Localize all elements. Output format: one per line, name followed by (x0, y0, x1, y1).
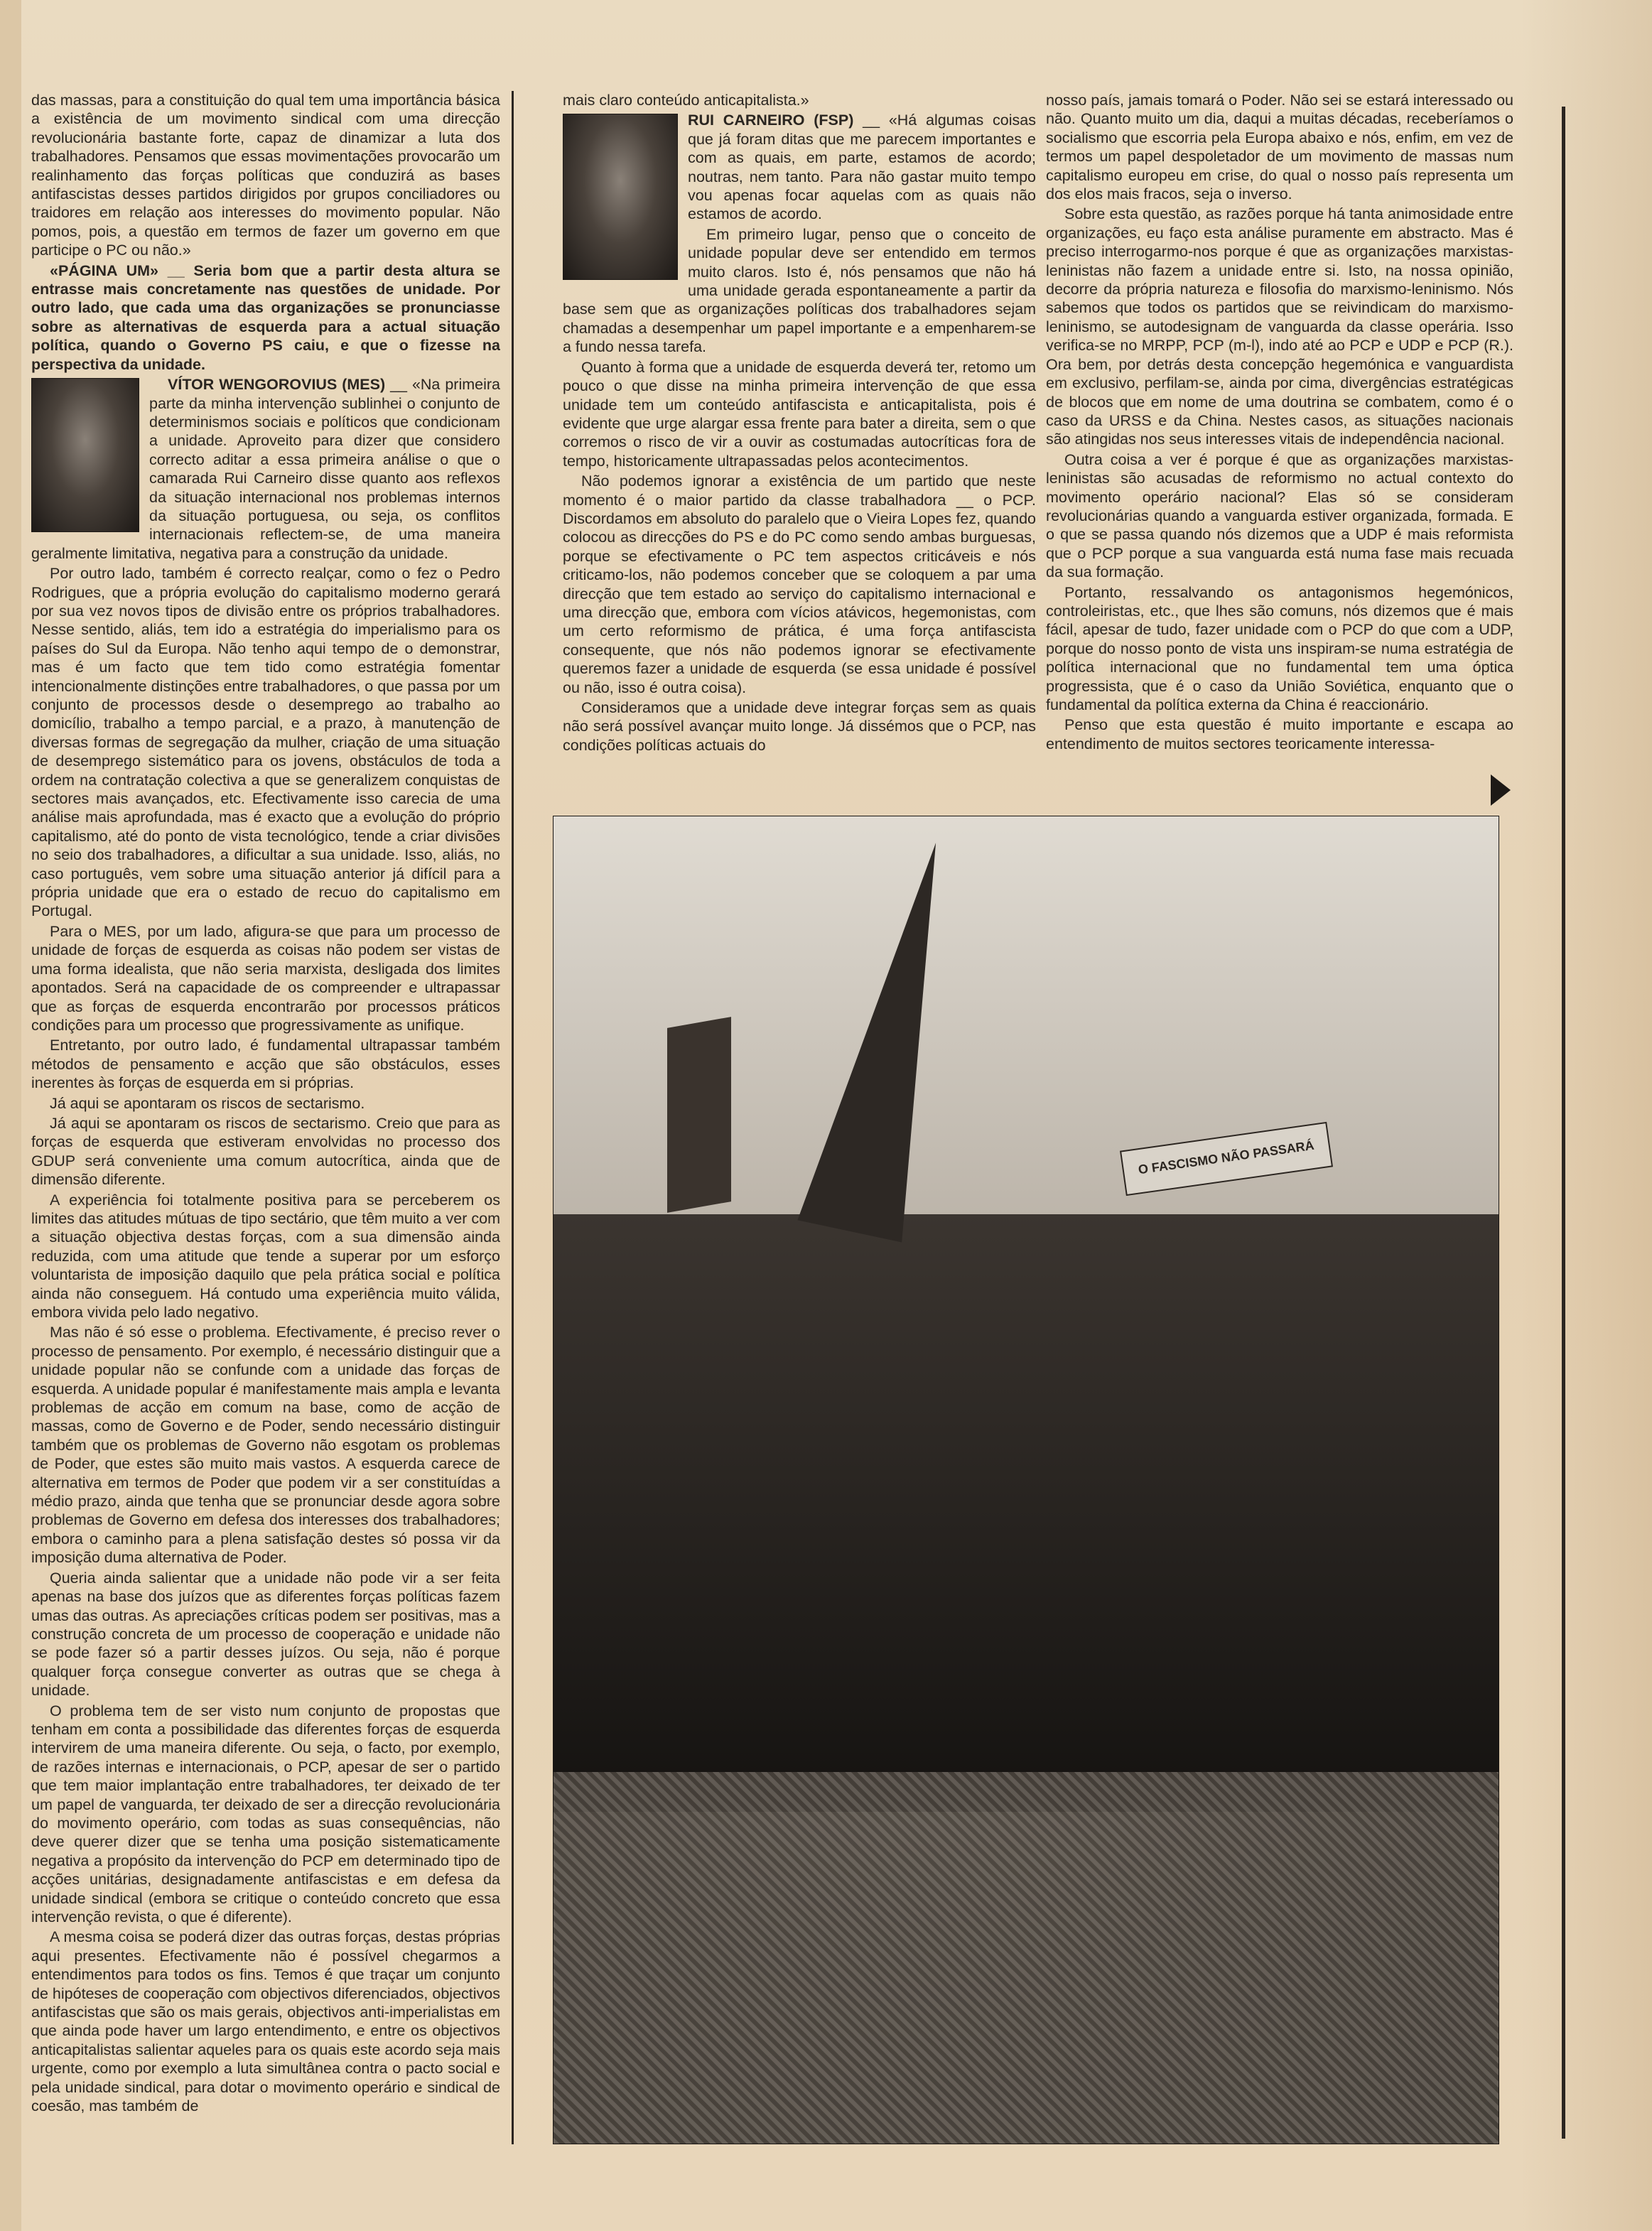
paragraph: Penso que esta questão é muito importante e escapa ao entendimento de muitos sectores teoricamente interessa- (1046, 716, 1513, 752)
paragraph: Sobre esta questão, as razões porque há tanta animosidade entre organizações, eu faço esta análise puramente em abstracto. Mas é preciso interrogarmo-nos porque é que as organizações marxistas-leninistas não fazem a unidade entre si. Isto, na nossa opinião, decorre da própria natureza e filosofia do marxismo-leninismo. Nós sabemos que todos os partidos que se reivindicam do marxismo-leninismo, se autodesignam de vanguarda da classe operária. Isso verifica-se no MRPP, PCP (m-l), indo até ao PCP e UDP e PCP (R.). Ora bem, por detrás desta concepção hegemónica e vanguardista em exclusivo, perfilam-se, ainda por cima, divergências estratégicas de blocos que em nome de uma doutrina se combatem, como é o caso da URSS e da China. Nestes casos, as situações nacionais são atingidas nos seus interesses vitais de independência nacional. (1046, 205, 1513, 448)
paragraph: das massas, para a constituição do qual tem uma importância básica a existência de um movimento sindical com uma direcção revolucionária bastante forte, capaz de dinamizar a luta dos trabalhadores. Pensamos que essas movimentações provocarão um realinhamento das forças políticas que conduzirá as bases antifascistas desses partidos dirigidos por grupos conciliadores ou traidores em relação aos interesses do movimento popular. Não pomos, pois, a questão em termos de fazer um governo em que participe o PC ou não.» (31, 92, 500, 259)
paragraph: Em primeiro lugar, penso que o conceito de unidade popular deve ser entendido em termos muito claros. Isto é, nós pensamos que não há uma unidade gerada espontaneamente a partir da base sem que as organizações políticas dos trabalhadores sejam chamadas a desempenhar um papel importante e a empenharem-se a fundo nessa tarefa. (563, 225, 1036, 356)
right-border-rule (1562, 107, 1565, 2139)
speaker-name: RUI CARNEIRO (FSP) (688, 112, 854, 129)
paragraph: Já aqui se apontaram os riscos de sectarismo. Creio que para as forças de esquerda que estiveram envolvidas no processo dos GDUP será conveniente uma comum autocrítica, ainda que de dimensão diferente. (31, 1114, 500, 1189)
paragraph: Quanto à forma que a unidade de esquerda deverá ter, retomo um pouco o que disse na minha primeira intervenção de que essa unidade tem um conteúdo antifascista e anticapitalista, pois é evidente que urge alargar essa frente para bater a direita, sem o que corremos o risco de vir a ouvir as costumadas autocríticas fora de tempo, historicamente ultrapassadas pelos acontecimentos. (563, 358, 1036, 470)
photo-crowd (554, 1214, 1499, 1812)
paragraph: Para o MES, por um lado, afigura-se que para um processo de unidade de forças de esquerda as coisas não podem ser vistas de uma forma idealista, que não seria marxista, desligada dos limites apontados. Será na capacidade de os compreender e ultrapassar que as forças de esquerda encontrarão por processos práticos condições para um processo que progressivamente as unifique. (31, 922, 500, 1034)
protest-banner: O FASCISMO NÃO PASSARÁ (1120, 1122, 1333, 1196)
paragraph: Portanto, ressalvando os antagonismos hegemónicos, controleiristas, etc., que lhes são comuns, nós dizemos que é mais fácil, apesar de tudo, fazer unidade com o PCP do que com a UDP, porque do nosso ponto de vista uns inspiram-se numa estratégia de política internacional que no fundamental tem uma óptica progressista, que é o caso da União Soviética, enquanto que o fundamental da política externa da China é reaccionário. (1046, 583, 1513, 713)
paragraph: Queria ainda salientar que a unidade não pode vir a ser feita apenas na base dos juízos que as diferentes forças políticas fazem umas das outras. As apreciações críticas podem ser positivas, mas a construção concreta de um processo de cooperação e unidade não se pode fazer só a partir desses juízos. Ou seja, não é porque qualquer força consegue converter as outras que se chega à unidade. (31, 1569, 500, 1700)
column-1 (31, 91, 500, 2144)
column-3 (1046, 91, 1513, 773)
column-2 (563, 91, 1036, 816)
paragraph: Não podemos ignorar a existência de um partido que neste momento é o maior partido da classe trabalhadora __ o PCP. Discordamos em absoluto do paralelo que o Vieira Lopes fez, quando colocou as direcções do PS e do PC como sendo ambas burguesas, porque se efectivamente o PC tem aspectos criticáveis e nós criticamo-los, não podemos conceber que se coloquem a par uma direcção que tem estado ao serviço do capitalismo internacional e uma direcção que, embora com vícios atávicos, hegemonistas, com um certo reformismo de prática, é uma força antifascista consequente, que nós não podemos ignorar se efectivamente queremos fazer a unidade de esquerda (se essa unidade é possível ou não, isso é outra coisa). (563, 472, 1036, 696)
photo-cobblestone-ground (554, 1772, 1499, 2144)
speaker-text: __ «Na primeira parte da minha intervenção sublinhei o conjunto de determinismos sociais e políticos que condicionam a unidade. Aproveito para dizer que considero correcto aditar a essa primeira análise o que o camarada Rui Carneiro disse quanto aos reflexos da situação internacional nos problemas internos da situação portuguesa, ou seja, os conflitos internacionais reflectem-se, de uma maneira geralmente limitativa, negativa para a construção da unidade. (31, 376, 500, 562)
paragraph: mais claro conteúdo anticapitalista.» (563, 92, 809, 109)
paragraph: nosso país, jamais tomará o Poder. Não sei se estará interessado ou não. Quanto muito um dia, daqui a muitas décadas, receberíamos o socialismo que escorria pela Europa abaixo e nós, enfim, em vez de termos um papel despoletador de um movimento de massas num capitalismo europeu em crise, do qual o nosso país representa um dos elos mais fracos, seja o inverso. (1046, 92, 1513, 203)
paragraph: Por outro lado, também é correcto realçar, como o fez o Pedro Rodrigues, que a própria evolução do capitalismo moderno gerará por sua vez novos tipos de divisão entre os próprios trabalhadores. Nesse sentido, aliás, tem ido a estratégia do imperialismo para os países do Sul da Europa. Não tenho aqui tempo de o demonstrar, mas é um facto que tem tido como estratégia fomentar intencionalmente distinções entre trabalhadores, o que passa por um conjunto de processos desde o desemprego ao trabalho ao domicílio, trabalho a tempo parcial, e a prazo, à manutenção de diversas formas de segregação da mulher, criação de uma situação de desemprego sistemático para os jovens, obstáculos de toda a ordem na contratação colectiva a que se generalizem conquistas de sectores mais avançados, etc. Efectivamente isso carecia de uma análise mais aprofundada, mas é exacto que a evolução do próprio capitalismo, até do ponto de vista tecnológico, tende a criar divisões no seio dos trabalhadores, a dificultar a sua unidade. Isso, aliás, no caso português, vem sobre uma situação anterior já difícil para a própria unidade que era o estado de recuo do capitalismo em Portugal. (31, 565, 500, 920)
paragraph: Outra coisa a ver é porque é que as organizações marxistas-leninistas são acusadas de reformismo no actual contexto do movimento operário nacional? Elas só se consideram revolucionárias quando a vanguarda estiver organizada, formada. E o que se passa quando nós dizemos que a UDP é mais reformista que o PCP porque a sua vanguarda está numa fase mais recuada da sua formação. (1046, 450, 1513, 581)
speaker-name: VÍTOR WENGOROVIUS (MES) (168, 376, 386, 394)
flag-small (667, 1017, 731, 1213)
speaker-text: __ «Há algumas coisas que já foram ditas que me parecem importantes e com as quais, em parte, estamos de acordo; noutras, nem tanto. Para não gastar muito tempo vou apenas focar aquelas com as quais não estamos de acordo. (688, 112, 1036, 223)
paragraph: A mesma coisa se poderá dizer das outras forças, destas próprias aqui presentes. Efectivamente não é possível chegarmos a entendimentos para todos os fins. Temos é que traçar um conjunto de hipóteses de cooperação com objectivos diferenciados, objectivos antifascistas que são os mais gerais, objectivos anti-imperialistas em que ainda pode haver um largo entendimento, e entre os objectivos anticapitalistas salientar aqueles para os quais este acordo seja mais urgente, como por exemplo a luta simultânea contra o pacto social e pela unidade sindical, para dotar o movimento operário e sindical de coesão, mas também de (31, 1928, 500, 2115)
paragraph: O problema tem de ser visto num conjunto de propostas que tenham em conta a possibilidade das diferentes forças de esquerda intervirem de uma maneira diferente. Ou seja, o facto, por exemplo, de razões internas e internacionais, o PCP, apesar de ser o partido que tem maior implantação entre trabalhadores, ter deixado de ter um papel de vanguarda, ter deixado de ser a direcção revolucionária do movimento operário, com todas as suas consequências, não deve querer dizer que se tenha uma posição sistematicamente negativa a propósito da intervenção do PCP em determinado tipo de acções unitárias, designadamente antifascistas e em defesa da unidade sindical (embora se critique o conteúdo concreto que essa intervenção revista, o que é diferente). (31, 1702, 500, 1925)
column-divider (512, 91, 514, 2144)
paragraph: Entretanto, por outro lado, é fundamental ultrapassar também métodos de pensamento e acção que são obstáculos, esses inerentes às forças de esquerda em si próprias. (31, 1037, 500, 1092)
page-edge (0, 0, 21, 2231)
demonstration-photo (553, 816, 1499, 2144)
speaker-portrait-photo (563, 114, 678, 280)
paragraph: Mas não é só esse o problema. Efectivamente, é preciso rever o processo de pensamento. Por exemplo, é necessário distinguir que a unidade popular não se confunde com a unidade das forças de esquerda. A unidade popular é manifestamente mais ampla e levanta problemas de acção em comum na base, como de acção de massas, como de Governo e de Poder, sendo necessário distinguir também que os problemas de Governo não esgotam os problemas de Poder, que estes são muito mais vastos. A esquerda carece de alternativa em termos de Poder que podem vir a ser constituídas a médio prazo, ainda que tenha que se pronunciar desde agora sobre problemas de Governo em defesa dos interesses dos trabalhadores; embora o caminho para a plena satisfação destes só possa vir da imposição duma alternativa de Poder. (31, 1324, 500, 1567)
paper-stain (1521, 0, 1652, 2231)
paragraph: Já aqui se apontaram os riscos de sectarismo. (50, 1094, 365, 1112)
speaker-portrait-photo (31, 378, 139, 532)
interviewer-question: «PÁGINA UM» __ Seria bom que a partir desta altura se entrasse mais concretamente nas questões de unidade. Por outro lado, que cada uma das organizações se pronunciasse sobre as alternativas de esquerda para a actual situação política, quando o Governo PS caiu, e que o fizesse na perspectiva da unidade. (31, 261, 500, 373)
continue-arrow-icon (1491, 774, 1511, 806)
paragraph: Consideramos que a unidade deve integrar forças sem as quais não será possível avançar muito longe. Já dissémos que o PCP, nas condições políticas actuais do (563, 699, 1036, 754)
paragraph: A experiência foi totalmente positiva para se perceberem os limites das atitudes mútuas de tipo sectário, que têm muito a ver com a situação objectiva destas forças, com a sua dimensão ainda reduzida, com uma atitude que tende a superar por um esforço voluntarista de imposição daquilo que pela prática social e política ainda não conseguem. Há contudo uma experiência muito válida, embora vivida pelo lado negativo. (31, 1191, 500, 1321)
